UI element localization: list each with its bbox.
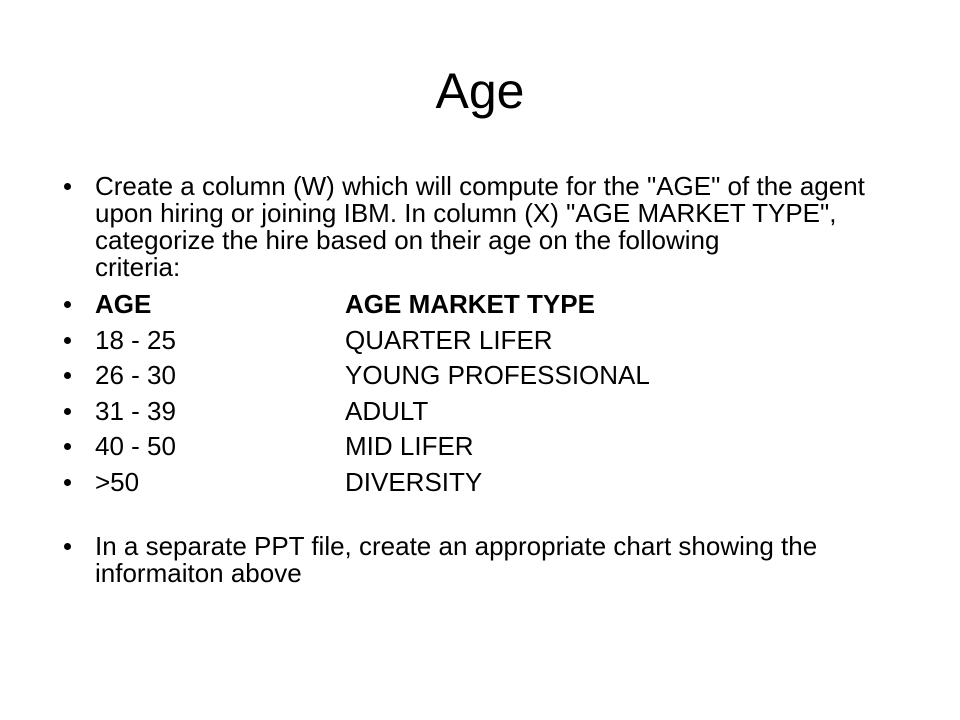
table-header-row — [95, 291, 945, 318]
bullet-icon — [64, 408, 71, 415]
intro-line: categorize the hire based on their age on the following — [95, 225, 720, 255]
bullet-icon — [64, 301, 71, 308]
table-row — [95, 395, 945, 426]
intro-line: Create a column (W) which will compute for the "AGE" of the agent — [95, 171, 865, 201]
bullet-icon — [64, 443, 71, 450]
bullet-icon — [64, 337, 71, 344]
header-age: AGE — [95, 289, 152, 319]
row-market-type: YOUNG PROFESSIONAL — [345, 360, 650, 390]
bullet-icon — [64, 543, 71, 550]
row-age: 26 - 30 — [95, 360, 176, 390]
row-market-type: MID LIFER — [345, 431, 474, 461]
bullet-icon — [64, 183, 71, 190]
header-market-type: AGE MARKET TYPE — [345, 289, 595, 319]
table-row — [95, 433, 945, 460]
row-market-type: QUARTER LIFER — [345, 324, 553, 355]
intro-bullet — [95, 173, 945, 281]
intro-line: upon hiring or joining IBM. In column (X) "AGE MARKET TYPE", — [95, 198, 837, 228]
closing-line: In a separate PPT file, create an appropriate chart showing the — [95, 530, 818, 561]
row-age: >50 — [95, 466, 140, 497]
closing-bullet — [95, 530, 945, 588]
bullet-icon — [64, 372, 71, 379]
table-row — [95, 362, 945, 389]
intro-line: criteria: — [95, 252, 181, 282]
row-age: 31 - 39 — [95, 395, 176, 426]
bullet-list — [95, 173, 945, 587]
slide-title: Age — [435, 63, 525, 119]
row-age: 18 - 25 — [95, 324, 176, 355]
table-row — [95, 466, 945, 497]
bullet-icon — [64, 479, 71, 486]
row-market-type: DIVERSITY — [345, 466, 483, 497]
row-age: 40 - 50 — [95, 431, 176, 461]
closing-line: informaiton above — [95, 557, 302, 588]
row-market-type: ADULT — [345, 395, 429, 426]
table-row — [95, 324, 945, 355]
